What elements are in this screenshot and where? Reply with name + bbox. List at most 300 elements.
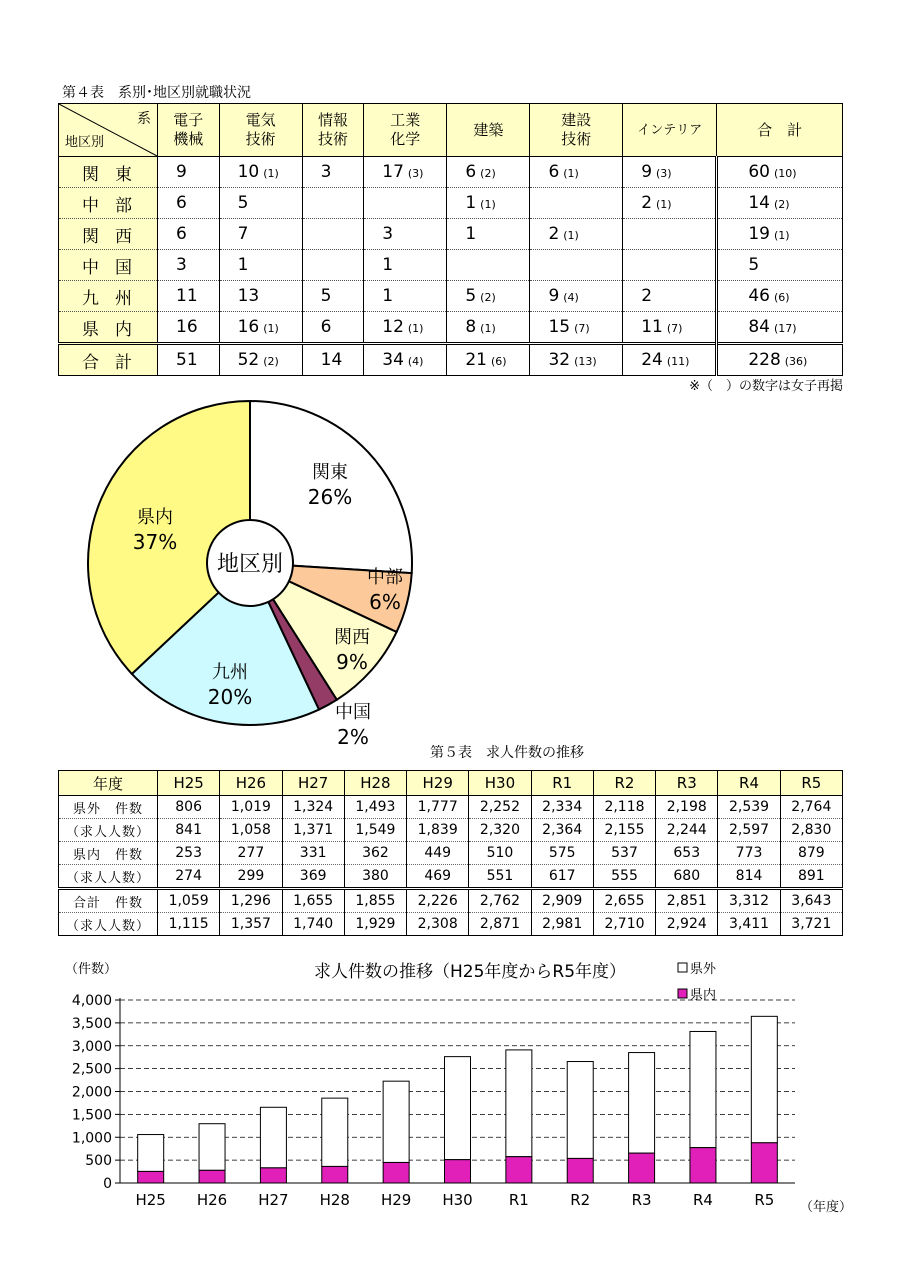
table5-cell: 2,118 [593,796,655,819]
table4-cell [530,281,623,312]
table4-cell [623,157,717,188]
bar-inside-R2 [567,1158,593,1183]
table5-cell: 2,764 [780,796,842,819]
table4-cell-value: 34 [382,350,404,370]
table5-cell: 2,252 [469,796,531,819]
legend-label: 県外 [690,962,717,977]
table4-cell [158,188,220,219]
bar-outside-H28 [322,1098,348,1166]
chart-ytick-label: 1,000 [71,1130,112,1147]
table4-cell-female: (1) [407,322,424,335]
table4-cell [364,157,447,188]
table4-cell [717,188,843,219]
pie-slice-pct: 2% [337,725,369,749]
table5-caption: 第５表 求人件数の推移 [430,745,584,761]
table4-cell [364,250,447,281]
table4-cell-value: 14 [748,193,770,213]
table4-cell [623,344,717,376]
table4-cell-value: 12 [382,317,404,337]
table4 [58,103,843,376]
table4-cell-female: (11) [666,355,690,368]
table4-cell [447,344,530,376]
bar-outside-H30 [445,1057,471,1160]
table4-corner-diagonal [59,104,157,156]
table4-col-header: 電気 技術 [219,104,302,157]
table4-cell [219,281,302,312]
table5-row-label: （求人人数） [59,865,158,889]
table4-cell [717,250,843,281]
table5-cell: 575 [531,842,593,865]
table4-cell-value: 7 [237,224,249,244]
table5-row-label: 県内 件数 [59,842,158,865]
table5-cell: 253 [158,842,220,865]
legend-label: 県内 [690,988,717,1003]
table4-row [59,281,843,312]
table4-cell-value: 1 [382,286,394,306]
table4-cell-value: 6 [176,193,187,213]
table5-cell: 2,597 [718,819,780,842]
table5-cell: 879 [780,842,842,865]
table4-cell [447,312,530,344]
table4-cell [623,281,717,312]
table4-col-header: 合 計 [717,104,843,157]
table4-cell-value: 2 [548,224,560,244]
pie-slice-name: 九州 [212,662,248,683]
table5-cell: 1,357 [220,913,282,936]
table4-cell-value: 5 [465,286,477,306]
table4-cell-female: (6) [490,355,507,368]
table4-cell-value: 5 [237,193,249,213]
table4-cell-value: 3 [382,224,394,244]
table4-cell-value: 6 [176,224,187,244]
table5-year-header: R3 [656,771,718,796]
table4-cell [530,250,623,281]
table5-cell: 1,371 [282,819,344,842]
table4-cell-value: 21 [465,350,487,370]
table5-cell: 1,855 [344,889,406,913]
table4-cell [158,157,220,188]
table4-cell [623,250,717,281]
table4-cell [623,312,717,344]
table4-note: ※（ ）の数字は女子再掲 [689,379,843,394]
table5-cell: 2,655 [593,889,655,913]
chart-title: 求人件数の推移（H25年度からR5年度） [313,962,627,982]
table5-year-header: H27 [282,771,344,796]
table4-col-header: 建築 [447,104,530,157]
table4-cell [364,344,447,376]
table4-cell-female: (3) [407,167,424,180]
chart-xtick-label: R2 [570,1191,591,1209]
table5-year-header: R1 [531,771,593,796]
table5-year-header: H28 [344,771,406,796]
table5-cell: 2,924 [656,913,718,936]
table4-corner-top: 系 [137,111,151,127]
table4-cell-value: 51 [176,350,198,370]
table5-row-label: 合計 件数 [59,889,158,913]
table4-cell-female: (1) [480,322,496,335]
table5-year-header: R4 [718,771,780,796]
table4-cell-value: 2 [641,193,653,213]
chart-ytick-label: 1,500 [71,1107,112,1124]
table5-cell: 1,493 [344,796,406,819]
table4-cell-value: 3 [176,255,187,275]
table5-row [59,842,843,865]
table4-cell [158,312,220,344]
table4-cell [219,344,302,376]
table4-cell [717,344,843,376]
table4-cell-value: 3 [320,162,332,182]
pie-slice-pct: 6% [369,590,401,614]
bar-inside-H27 [260,1168,286,1183]
table4-cell [219,157,302,188]
table4-cell [717,157,843,188]
bar-outside-R1 [506,1050,532,1157]
chart-xtick-label: R4 [692,1191,713,1209]
table4-cell-female: (6) [773,291,790,304]
table5-cell: 2,198 [656,796,718,819]
bar-outside-H29 [383,1081,409,1162]
table4-cell-female: (3) [656,167,672,180]
table4-cell [717,312,843,344]
table5-cell: 773 [718,842,780,865]
chart-xtick-label: H27 [258,1191,289,1209]
table4-cell-value: 6 [465,162,477,182]
table4-cell [530,344,623,376]
table5-cell: 510 [469,842,531,865]
table4-cell-value: 11 [641,317,663,337]
bar-outside-R5 [751,1016,777,1142]
table4-cell [530,219,623,250]
table5-cell: 3,721 [780,913,842,936]
table4-cell-value: 24 [641,350,663,370]
table5-cell: 2,909 [531,889,593,913]
table4-cell-female: (13) [574,355,597,368]
table5-cell: 3,411 [718,913,780,936]
table4-cell [364,219,447,250]
table5-cell: 380 [344,865,406,889]
bar-inside-H26 [199,1170,225,1183]
bar-outside-R3 [629,1053,655,1154]
table4-cell-value: 52 [237,350,260,370]
table4-cell [302,344,364,376]
table4-row [59,250,843,281]
pie-slice-pct: 26% [307,485,353,509]
table5-cell: 680 [656,865,718,889]
table5-cell: 1,740 [282,913,344,936]
table4-cell-female: (1) [480,198,496,211]
bar-inside-H30 [445,1160,471,1183]
table5-cell: 1,296 [220,889,282,913]
region-pie-chart [80,393,425,753]
table4-cell-value: 5 [320,286,332,306]
table4-cell-female: (7) [666,322,683,335]
table4-cell-female: (1) [263,167,279,180]
table5-row [59,889,843,913]
pie-slice-name: 関西 [334,627,370,648]
table4-cell-female: (1) [263,322,279,335]
table4-row-label: 合計 [59,344,158,376]
bar-outside-R4 [690,1031,716,1147]
table4-cell-value: 16 [237,317,260,337]
chart-ytick-label: 2,000 [71,1084,112,1101]
table5-cell: 2,871 [469,913,531,936]
table5-cell: 1,929 [344,913,406,936]
table4-cell-value: 228 [748,350,781,370]
table4-cell [530,188,623,219]
table4-col-header: 電子 機械 [158,104,220,157]
table4-cell-female: (1) [773,229,790,242]
chart-ytick-label: 3,500 [71,1015,112,1032]
table5-cell: 3,643 [780,889,842,913]
table5-row [59,913,843,936]
table4-cell [158,219,220,250]
table4-cell-female: (4) [407,355,424,368]
bar-outside-H27 [260,1107,286,1168]
table5-cell: 555 [593,865,655,889]
legend-swatch [678,963,687,972]
table5-cell: 841 [158,819,220,842]
chart-ytick-label: 500 [85,1153,112,1170]
table4-cell-value: 10 [237,162,260,182]
table5-cell: 806 [158,796,220,819]
table4-cell [717,219,843,250]
table4-cell-value: 13 [237,286,260,306]
table4-corner-cell [59,104,158,157]
table5-cell: 2,364 [531,819,593,842]
chart-xtick-label: H29 [380,1191,412,1209]
table5-cell: 2,334 [531,796,593,819]
table4-cell-value: 2 [641,286,653,306]
table5-cell: 1,549 [344,819,406,842]
table4-cell [447,250,530,281]
table5-cell: 1,655 [282,889,344,913]
table5-row-label: （求人人数） [59,913,158,936]
table5-cell: 362 [344,842,406,865]
table5-cell: 2,308 [407,913,469,936]
table5-row [59,796,843,819]
table4-cell-value: 1 [382,255,394,275]
table5-cell: 1,059 [158,889,220,913]
job-offers-bar-chart [50,955,860,1230]
table5-cell: 2,830 [780,819,842,842]
table5-cell: 537 [593,842,655,865]
table4-cell-value: 9 [548,286,560,306]
table4-cell-value: 16 [176,317,198,337]
table5-cell: 1,019 [220,796,282,819]
bar-inside-H25 [138,1171,164,1183]
chart-xtick-label: R5 [754,1191,775,1209]
table4-cell-female: (1) [563,167,579,180]
table4-cell-value: 6 [548,162,560,182]
table5-row-label: 県外 件数 [59,796,158,819]
table5-header-row [59,771,843,796]
table4-cell-value: 84 [748,317,770,337]
bar-outside-R2 [567,1062,593,1159]
table5-cell: 1,115 [158,913,220,936]
chart-xtick-label: H30 [442,1191,473,1209]
table4-cell-female: (2) [773,198,790,211]
table5-cell: 2,226 [407,889,469,913]
pie-slice-name: 関東 [312,462,348,483]
table4-cell-value: 14 [320,350,343,370]
table5-year-header: H29 [407,771,469,796]
table4-cell [302,157,364,188]
table4-cell [158,344,220,376]
chart-ylabel: （件数） [65,962,118,977]
table5-cell: 1,324 [282,796,344,819]
table4-cell [364,312,447,344]
legend-swatch [678,989,687,998]
table4-total-row [59,344,843,376]
table4-cell [302,219,364,250]
table4-cell [158,250,220,281]
table5-cell: 551 [469,865,531,889]
table5-cell: 469 [407,865,469,889]
table5-year-header: H30 [469,771,531,796]
table4-cell [219,312,302,344]
table4-cell [447,281,530,312]
table4-cell [302,250,364,281]
bar-inside-R5 [751,1143,777,1183]
table5-cell: 2,710 [593,913,655,936]
table5-cell: 369 [282,865,344,889]
table4-row-label: 関東 [59,157,158,188]
table5-cell: 891 [780,865,842,889]
table4-row-label: 中国 [59,250,158,281]
table5-cell: 1,777 [407,796,469,819]
pie-slice-name: 中部 [367,567,403,588]
table4-cell-value: 1 [465,193,477,213]
table5-cell: 617 [531,865,593,889]
table4-header-row [59,104,843,157]
table5-year-header: H25 [158,771,220,796]
table5-cell: 277 [220,842,282,865]
pie-slice-pct: 20% [207,685,253,709]
table4-row-label: 九州 [59,281,158,312]
table4-col-header: 建設 技術 [530,104,623,157]
pie-slice-name: 県内 [137,507,173,528]
chart-ytick-label: 3,000 [71,1038,112,1055]
pie-center-label: 地区別 [216,552,284,577]
table4-row-label: 関西 [59,219,158,250]
table4-cell-female: (36) [784,355,808,368]
chart-xtick-label: H25 [135,1191,166,1209]
table5-row [59,865,843,889]
table4-row [59,312,843,344]
table5-cell: 449 [407,842,469,865]
chart-ytick-label: 2,500 [71,1061,112,1078]
table4-cell-female: (2) [480,167,496,180]
table4-cell-value: 1 [237,255,249,275]
table4-cell-female: (4) [563,291,579,304]
table5-cell: 653 [656,842,718,865]
bar-inside-H28 [322,1166,348,1183]
table4-cell-female: (1) [563,229,579,242]
table5 [58,770,843,936]
table4-cell-value: 17 [382,162,404,182]
table5-row [59,819,843,842]
table4-cell-female: (2) [263,355,279,368]
table5-cell: 1,839 [407,819,469,842]
table4-cell [623,188,717,219]
chart-xtick-label: H26 [196,1191,228,1209]
table4-cell-value: 60 [748,162,770,182]
table5-year-header: H26 [220,771,282,796]
chart-ytick-label: 4,000 [71,993,112,1009]
table4-cell-value: 6 [320,317,332,337]
table4-cell [302,312,364,344]
table4-cell [530,157,623,188]
table4-cell-value: 19 [748,224,770,244]
table4-cell-female: (2) [480,291,496,304]
table4-cell [447,157,530,188]
table4-cell [219,219,302,250]
table4-cell-value: 15 [548,317,571,337]
table4-caption: 第４表 系別･地区別就職状況 [62,85,251,101]
table4-cell-value: 8 [465,317,477,337]
chart-xlabel: （年度） [800,1200,853,1215]
pie-slice-name: 中国 [335,702,371,723]
table4-cell-value: 32 [548,350,571,370]
table4-cell [447,219,530,250]
table5-cell: 3,312 [718,889,780,913]
chart-xtick-label: R3 [631,1191,652,1209]
chart-xtick-label: H28 [319,1191,350,1209]
table5-cell: 1,058 [220,819,282,842]
bar-inside-R1 [506,1157,532,1183]
table5-cell: 299 [220,865,282,889]
pie-slice-pct: 9% [336,650,368,674]
bar-outside-H26 [199,1124,225,1171]
table4-cell-female: (7) [574,322,590,335]
table4-cell-value: 9 [176,162,187,182]
table4-cell [364,281,447,312]
table5-row-label: （求人人数） [59,819,158,842]
table4-cell [717,281,843,312]
table4-cell-value: 46 [748,286,770,306]
table5-cell: 2,539 [718,796,780,819]
table5-header-label: 年度 [59,771,158,796]
bar-inside-H29 [383,1162,409,1183]
table4-row [59,219,843,250]
table4-cell [158,281,220,312]
table4-row [59,157,843,188]
table5-cell: 2,155 [593,819,655,842]
table4-cell [530,312,623,344]
bar-inside-R3 [629,1153,655,1183]
table5-year-header: R2 [593,771,655,796]
table4-cell-value: 9 [641,162,653,182]
table5-cell: 2,320 [469,819,531,842]
table4-cell [447,188,530,219]
table4-cell-female: (17) [773,322,797,335]
chart-ytick-label: 0 [103,1176,112,1192]
table4-cell-value: 5 [748,255,760,275]
chart-xtick-label: R1 [508,1191,529,1209]
table4-col-header: インテリア [623,104,717,157]
table4-col-header: 工業 化学 [364,104,447,157]
pie-slice-pct: 37% [132,530,178,554]
table5-cell: 2,762 [469,889,531,913]
table4-cell-value: 1 [465,224,477,244]
table4-cell-female: (1) [656,198,672,211]
table4-col-header: 情報 技術 [302,104,364,157]
table5-cell: 2,981 [531,913,593,936]
bar-outside-H25 [138,1135,164,1172]
table4-cell-value: 11 [176,286,198,306]
table5-cell: 274 [158,865,220,889]
table4-row-label: 中部 [59,188,158,219]
